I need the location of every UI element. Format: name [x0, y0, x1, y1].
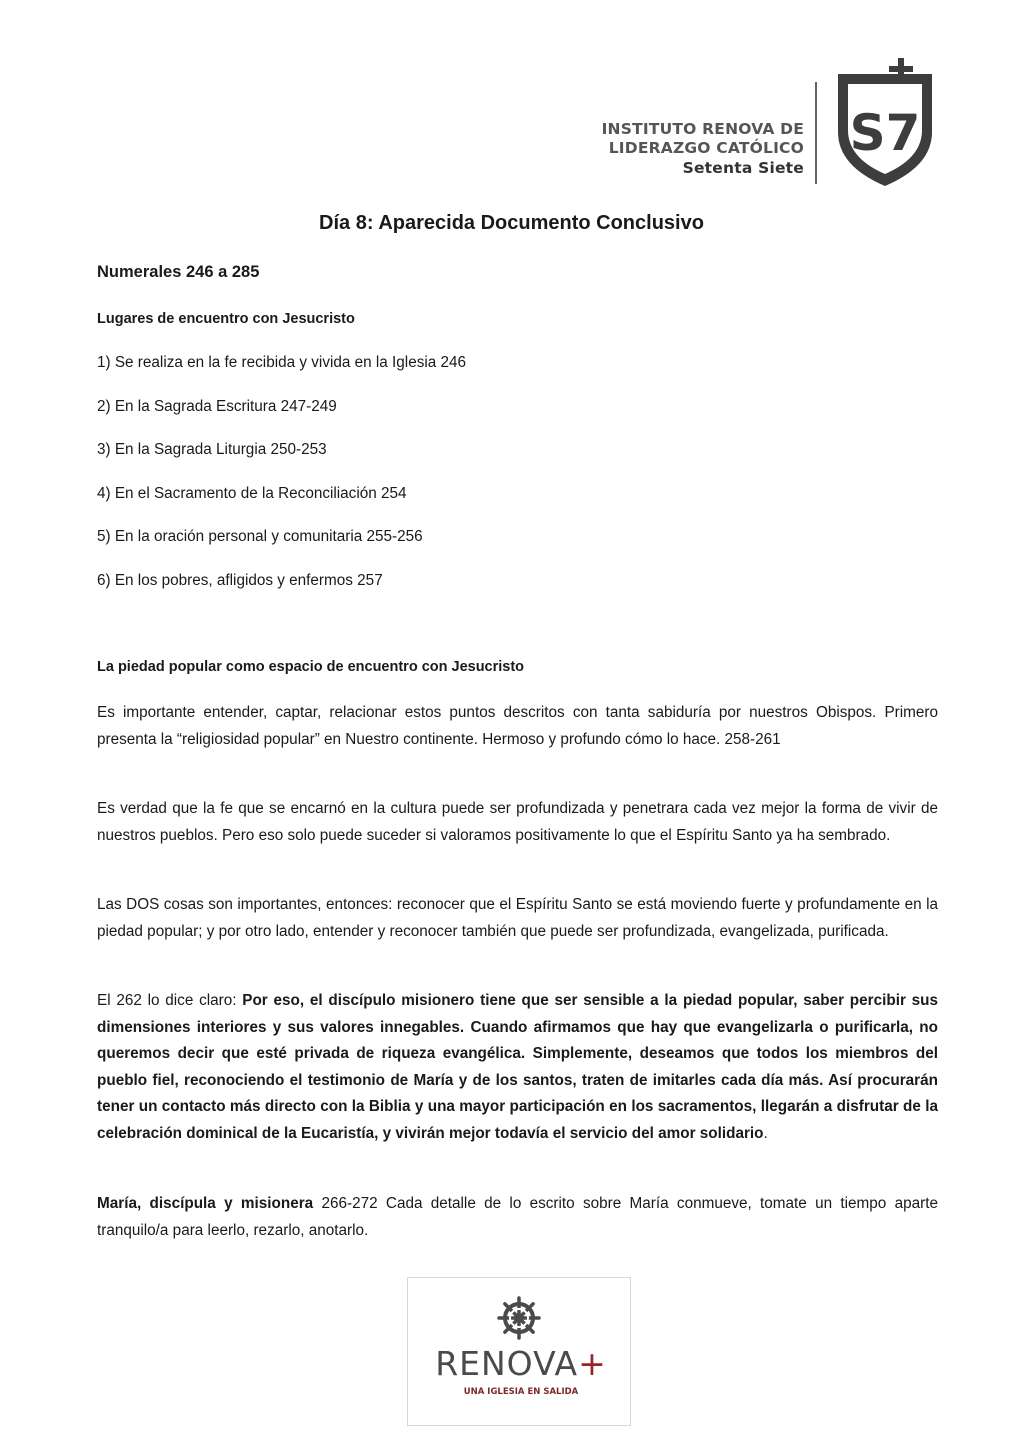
list-item: 3) En la Sagrada Liturgia 250-253 — [97, 441, 327, 458]
list-item: 2) En la Sagrada Escritura 247-249 — [97, 398, 337, 415]
logo-divider — [815, 82, 817, 184]
paragraph-4-quote: Por eso, el discípulo misionero tiene que ser sensible a la piedad popular, saber percibir sus dimensiones interiores y sus valores innegables. Cuando afirmamos que hay que evangelizarla o purificarla, no queremos decir que esté privada de riqueza evangélica. Simplemente, deseamos que todos los miembros del pueblo fiel, reconociendo el testimonio de María y de los santos, traten de imitarles cada día más. Así procurarán tener un contacto más directo con la Biblia y una mayor participación en los sacramentos, llegarán a disfrutar de la celebración dominical de la Eucaristía, y vivirán mejor todavía el servicio del amor solidario — [97, 992, 939, 1142]
paragraph-4-intro: El 262 lo dice claro: — [97, 992, 243, 1009]
paragraph-4 — [97, 988, 938, 1148]
numerales-heading: Numerales 246 a 285 — [97, 263, 260, 281]
list-item: 1) Se realiza en la fe recibida y vivida en la Iglesia 246 — [97, 354, 467, 371]
institute-logo — [590, 58, 940, 193]
lugares-heading: Lugares de encuentro con Jesucristo — [97, 311, 355, 327]
institute-name — [594, 120, 804, 178]
renova-wordmark — [426, 1344, 616, 1383]
renova-word: RENOVA — [435, 1344, 579, 1383]
s7-shield-icon — [830, 58, 940, 190]
paragraph-2: Es verdad que la fe que se encarnó en la cultura puede ser profundizada y penetrara cada vez mejor la forma de vivir de nuestros pueblos. Pero eso solo puede suceder si valoramos positivamente lo que el Espíritu Santo ya ha sembrado. — [97, 800, 938, 844]
list-item: 4) En el Sacramento de la Reconciliación 254 — [97, 485, 407, 502]
paragraph-5 — [97, 1191, 938, 1244]
institute-name-line3: Setenta Siete — [682, 159, 804, 177]
paragraph-3: Las DOS cosas son importantes, entonces: reconocer que el Espíritu Santo se está moviendo fuerte y profundamente en la piedad popular; y por otro lado, entender y reconocer también que puede ser profundizada, evangelizada, purificada. — [97, 896, 938, 940]
institute-name-line1: INSTITUTO RENOVA DE — [601, 120, 804, 138]
list-item: 5) En la oración personal y comunitaria 255-256 — [97, 528, 423, 545]
institute-name-line2: LIDERAZGO CATÓLICO — [608, 139, 804, 157]
renova-plus: + — [578, 1344, 607, 1383]
paragraph-1: Es importante entender, captar, relacionar estos puntos descritos con tanta sabiduría por nuestros Obispos. Primero presenta la “religiosidad popular” en Nuestro continente. Hermoso y profundo cómo lo hace. 258-261 — [97, 704, 938, 748]
shield-text: S7 — [849, 104, 921, 162]
paragraph-4-end: . — [763, 1124, 768, 1142]
ship-wheel-icon — [497, 1296, 541, 1340]
page-title: Día 8: Aparecida Documento Conclusivo — [319, 212, 704, 234]
piedad-heading: La piedad popular como espacio de encuentro con Jesucristo — [97, 659, 525, 675]
renova-tagline: UNA IGLESIA EN SALIDA — [463, 1387, 579, 1397]
paragraph-5-heading: María, discípula y misionera — [97, 1195, 314, 1212]
renova-logo — [407, 1277, 631, 1426]
paragraph-5-text: 266-272 Cada detalle de lo escrito sobre María conmueve, tomate un tiempo aparte tranquilo/a para leerlo, rezarlo, anotarlo. — [97, 1195, 938, 1239]
list-item: 6) En los pobres, afligidos y enfermos 257 — [97, 572, 383, 589]
